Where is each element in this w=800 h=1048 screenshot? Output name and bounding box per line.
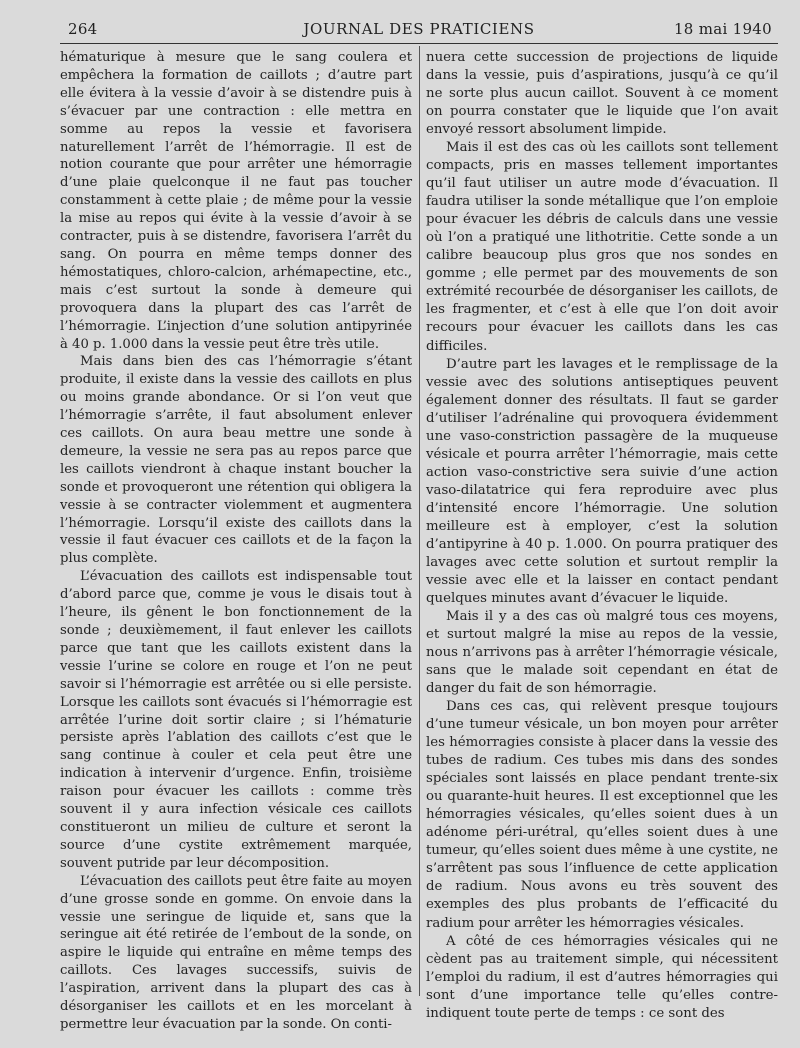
- header-rule: [60, 43, 778, 44]
- paragraph: A côté de ces hémorragies vésicales qui ne cèdent pas au traitement simple, qui nécessitent l’emploi du radium, il est d’autres hémorragies qui sont d’une importance telle qu’elles contre-indiquent toute perte de temps : ce sont des: [426, 933, 778, 1021]
- journal-title: JOURNAL DES PRATICIENS: [303, 20, 535, 38]
- paragraph: Mais il y a des cas où malgré tous ces moyens, et surtout malgré la mise au repos de la vessie, nous n’arrivons pas à arrêter l’hémorragie vésicale, sans que le malade soit cependant en état de danger du fait de son hémorragie.: [426, 608, 778, 697]
- paragraph: Dans ces cas, qui relèvent presque toujours d’une tumeur vésicale, un bon moyen pour arrêter les hémorragies consiste à placer dans la vessie des tubes de radium. Ces tubes mis dans des sondes spéciales sont laissés en place pendant trente-six ou quarante-huit heures. Il est exceptionnel que les hémorragies vésicales, qu’elles soient dues à un adénome péri-urétral, qu’elles soient dues à une tumeur, qu’elles soient dues même à une cystite, ne s’arrêtent pas sous l’influence de cette application de radium. Nous avons eu très souvent des exemples des plus probants de l’efficacité du radium pour arrêter les hémorragies vésicales.: [426, 699, 778, 931]
- page-number: 264: [68, 20, 98, 38]
- left-column: [60, 49, 412, 1034]
- paragraph: hématurique à mesure que le sang coulera et empêchera la formation de caillots ; d’autre part elle évitera à la vessie d’avoir à se distendre puis à s’évacuer par une contraction : elle mettra en somme au repos la vessie et favorisera naturellement l’arrêt de l’hémorragie. Il est de notion courante que pour arrêter une hémorragie d’une plaie quelconque il ne faut pas toucher constamment à cette plaie ; de même pour la vessie la mise au repos qui évite à la vessie d’avoir à se contracter, puis à se distendre, favorisera l’arrêt du sang. On pourra en même temps donner des hémostatiques, chloro-calcion, arhémapectine, etc., mais c’est surtout la sonde à demeure qui provoquera dans la plupart des cas l’arrêt de l’hémorragie. L’injection d’une solution antipyrinée à 40 p. 1.000 dans la vessie peut être très utile.: [60, 50, 412, 352]
- paragraph: Mais il est des cas où les caillots sont tellement compacts, pris en masses tellement importantes qu’il faut utiliser un autre mode d’évacuation. Il faudra utiliser la sonde métallique que l’on emploie pour évacuer les débris de calculs dans une vessie où l’on a pratiqué une lithotritie. Cette sonde a un calibre beaucoup plus gros que nos sondes en gomme ; elle permet par des mouvements de son extrémité recourbée de désorganiser les caillots, de les fragmenter, et c’est à elle que l’on doit avoir recours pour évacuer les caillots dans les cas difficiles.: [426, 140, 778, 354]
- right-column: [426, 49, 778, 1023]
- paragraph: Mais dans bien des cas l’hémorragie s’étant produite, il existe dans la vessie des caillots en plus ou moins grande abondance. Or si l’on veut que l’hémorragie s’arrête, il faut absolument enlever ces caillots. On aura beau mettre une sonde à demeure, la vessie ne sera pas au repos parce que les caillots viendront à chaque instant boucher la sonde et provoqueront une rétention qui obligera la vessie à se contracter violemment et augmentera l’hémorragie. Lorsqu’il existe des caillots dans la vessie il faut évacuer ces caillots et de la façon la plus complète.: [60, 354, 412, 567]
- column-divider: [419, 46, 420, 996]
- running-header: [60, 18, 778, 42]
- issue-date: 18 mai 1940: [673, 20, 772, 38]
- paragraph: D’autre part les lavages et le remplissage de la vessie avec des solutions antiseptiques peuvent également donner des résultats. Il faut se garder d’utiliser l’adrénaline qui provoquera évidemment une vaso-constriction passagère de la muqueuse vésicale et pourra arrêter l’hémorragie, mais cette action vaso-constrictive sera suivie d’une action vaso-dilatatrice qui fera reproduire avec plus d’intensité encore l’hémorragie. Une solution meilleure est à employer, c’est la solution d’antipyrine à 40 p. 1.000. On pourra pratiquer des lavages avec cette solution et surtout remplir la vessie avec elle et la laisser en contact pendant quelques minutes avant d’évacuer le liquide.: [426, 356, 778, 606]
- paragraph: nuera cette succession de projections de liquide dans la vessie, puis d’aspirations, jusqu’à ce qu’il ne sorte plus aucun caillot. Souvent à ce moment on pourra constater que le liquide que l’on avait envoyé ressort absolument limpide.: [426, 50, 778, 138]
- paragraph: L’évacuation des caillots est indispensable tout d’abord parce que, comme je vous le disais tout à l’heure, ils gênent le bon fonctionnement de la sonde ; deuxièmement, il faut enlever les caillots parce que tant que les caillots existent dans la vessie l’urine se colore en rouge et l’on ne peut savoir si l’hémorragie est arrêtée ou si elle persiste. Lorsque les caillots sont évacués si l’hémorragie est arrêtée l’urine doit sortir claire ; si l’hématurie persiste après l’ablation des caillots c’est que le sang continue à couler et cela peut être une indication à intervenir d’urgence. Enfin, troisième raison pour évacuer les caillots : comme très souvent il y aura infection vésicale ces caillots constitueront un milieu de culture et seront la source d’une cystite extrêmement marquée, souvent putride par leur décomposition.: [60, 569, 412, 871]
- paragraph: L’évacuation des caillots peut être faite au moyen d’une grosse sonde en gomme. On envoie dans la vessie une seringue de liquide et, sans que la seringue ait été retirée de l’embout de la sonde, on aspire le liquide qui entraîne en même temps des caillots. Ces lavages successifs, suivis de l’aspiration, arrivent dans la plupart des cas à désorganiser les caillots et en les morcelant à permettre leur évacuation par la sonde. On conti-: [60, 873, 412, 1032]
